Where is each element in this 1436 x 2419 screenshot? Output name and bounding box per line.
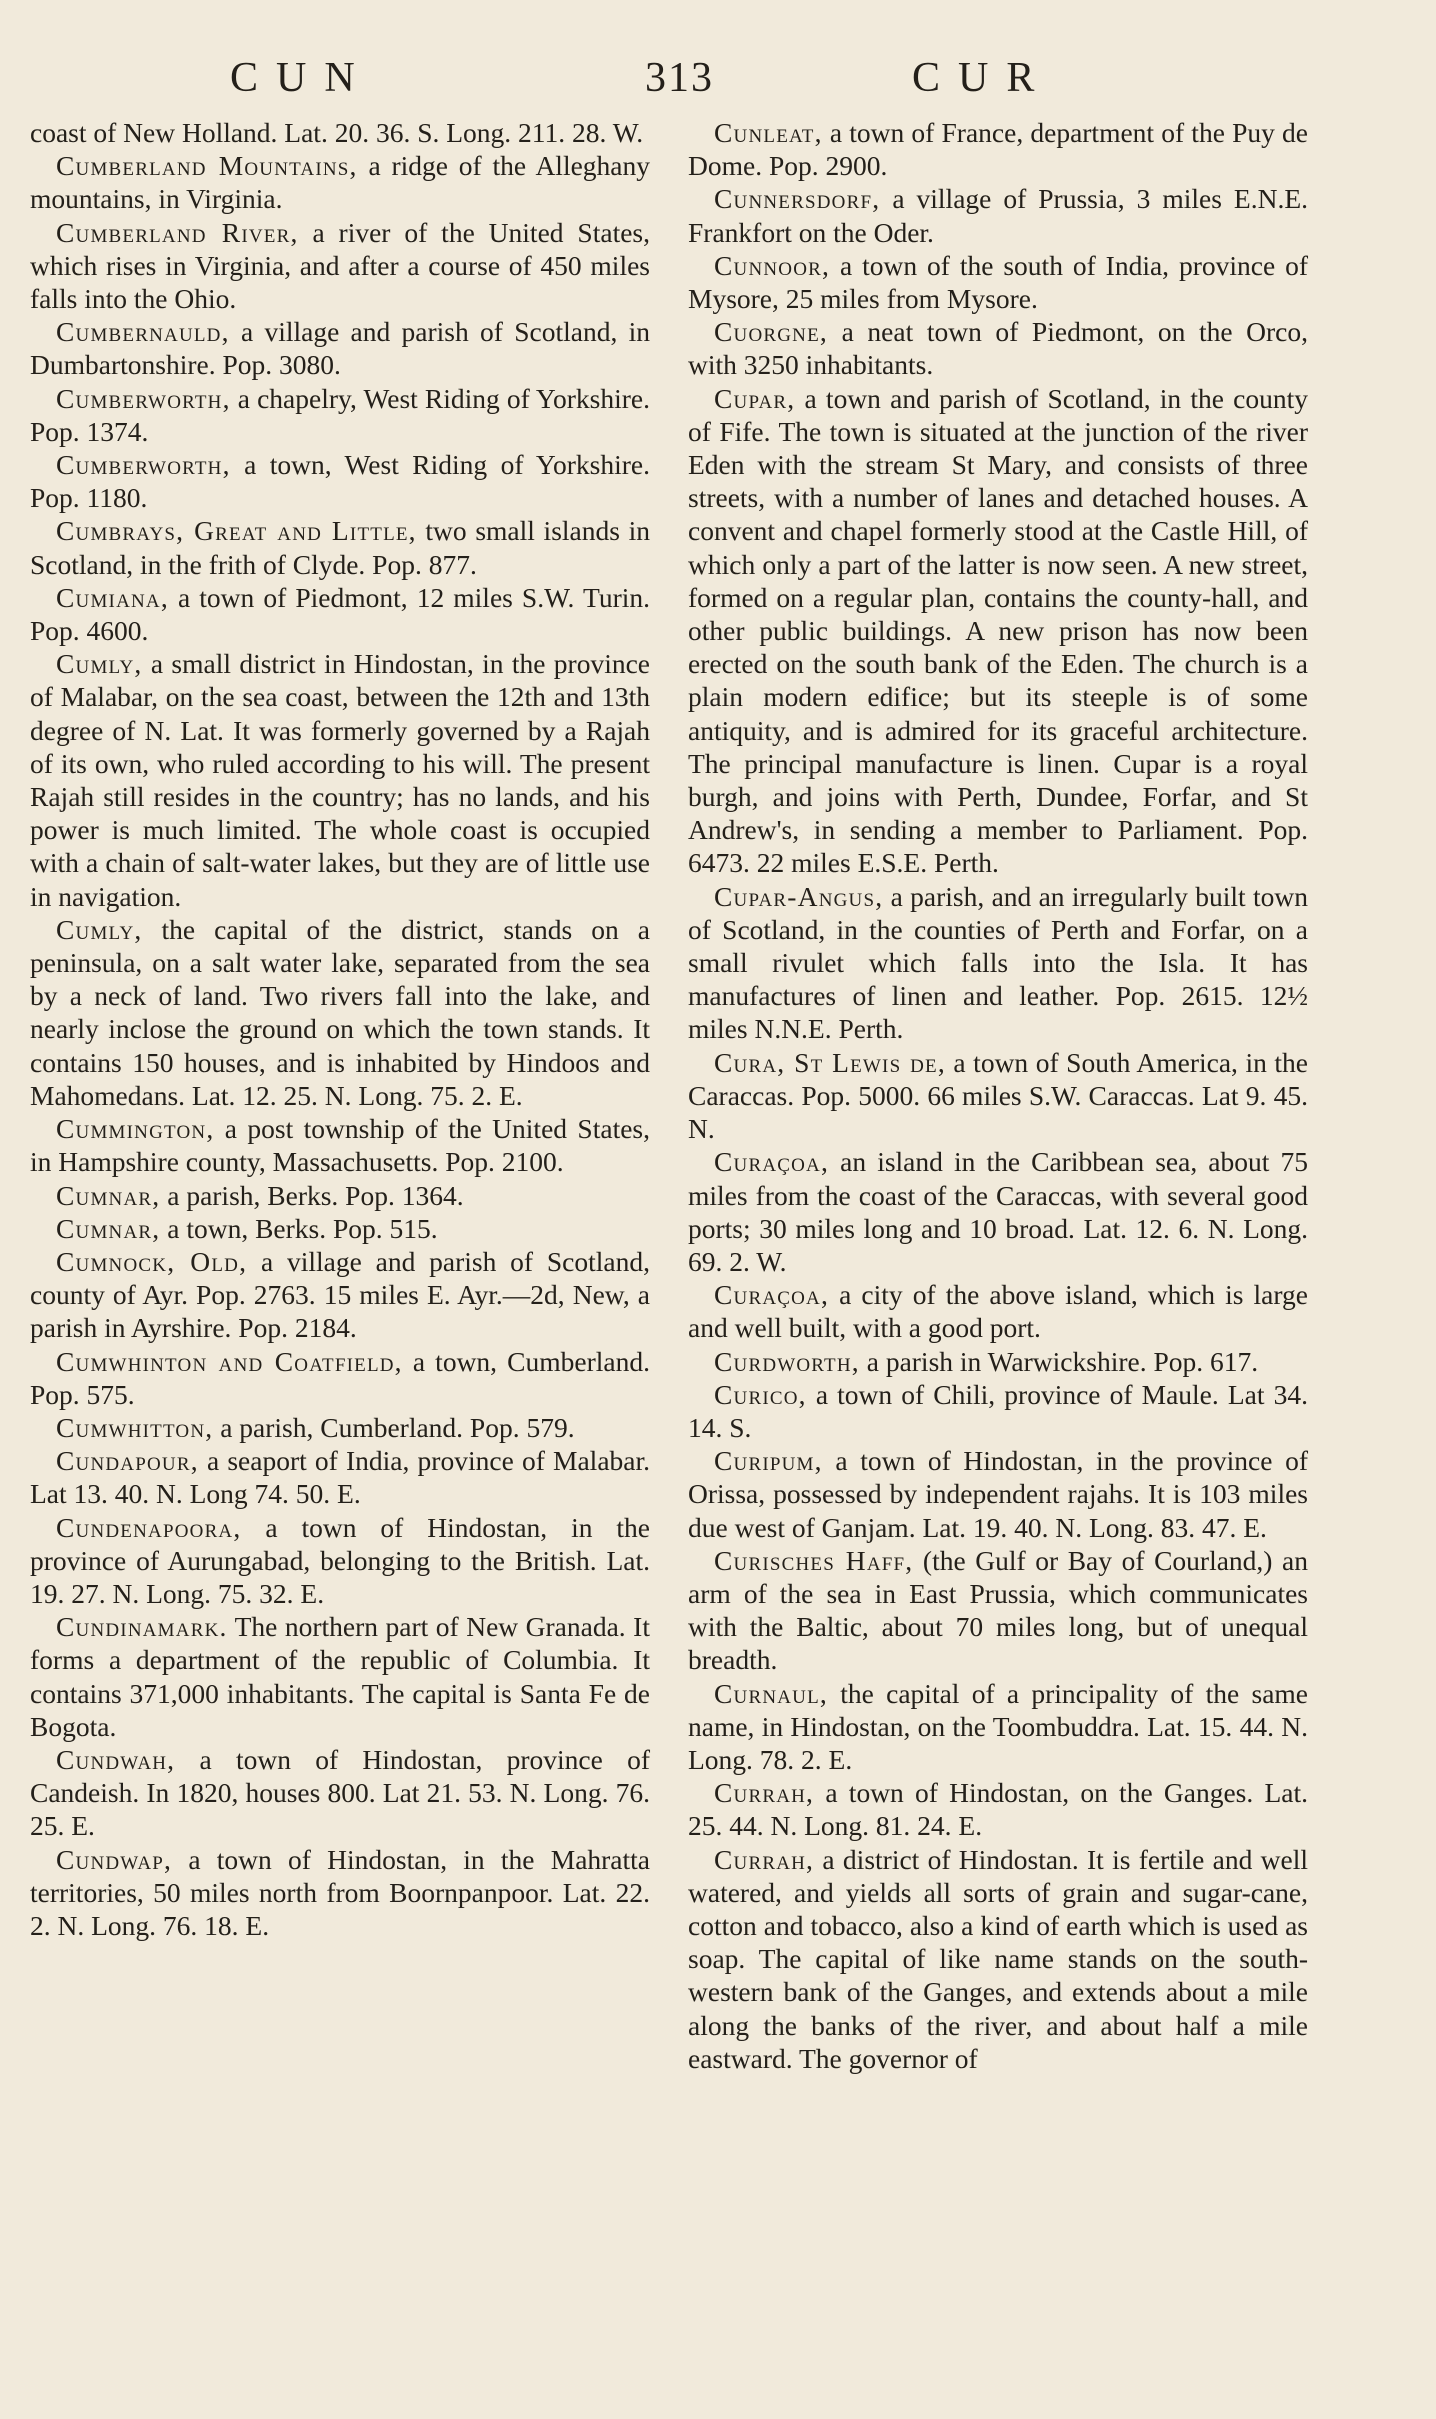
entry-headword: Cumnock, Old, [56, 1245, 248, 1277]
entry-headword: Currah, [714, 1843, 815, 1875]
dictionary-entry [30, 581, 650, 647]
dictionary-entry [30, 382, 650, 448]
entry-headword: Cupar, [714, 382, 796, 414]
entry-text: an island in the Caribbean sea, about 75 miles from the coast of the Caraccas, with several good ports; 30 miles long and 10 broad. Lat. 12. 6. N. Long. 69. 2. W. [688, 1146, 1308, 1277]
entry-text: the capital of the district, stands on a peninsula, on a salt water lake, separated from the sea by a neck of land. Two rivers fall into the lake, and nearly inclose the ground on which the town stands. It contains 150 houses, and is inhabited by Hindoos and Mahomedans. Lat. 12. 25. N. Long. 75. 2. E. [30, 913, 650, 1111]
entry-headword: Cupar-Angus, [714, 880, 884, 912]
entry-text: the capital of a principality of the same name, in Hindostan, on the Toombuddra. Lat. 15. 44. N. Long. 78. 2. E. [688, 1677, 1308, 1775]
entry-headword: Cumwhitton, [56, 1411, 214, 1443]
dictionary-entry [688, 1278, 1308, 1344]
dictionary-entry [30, 149, 650, 215]
entry-text: a town and parish of Scotland, in the county of Fife. The town is situated at the junction of the river Eden with the stream St Mary, and consists of three streets, with a number of lanes and detached houses. A convent and chapel formerly stood at the Castle Hill, of which only a part of the latter is now seen. A new street, formed on a regular plan, contains the county-hall, and other public buildings. A new prison has now been erected on the south bank of the Eden. The church is a plain modern edifice; but its steeple is of some antiquity, and is admired for its graceful architecture. The principal manufacture is linen. Cupar is a royal burgh, and joins with Perth, Dundee, Forfar, and St Andrew's, in sending a member to Parliament. Pop. 6473. 22 miles E.S.E. Perth. [688, 382, 1308, 879]
page-header [0, 48, 1436, 108]
entry-headword: Curico, [714, 1378, 807, 1410]
entry-headword: Cundwap, [56, 1843, 173, 1875]
entry-text: a town of France, department of the Puy de Dome. Pop. 2900. [688, 117, 1308, 182]
entry-text: a town, West Riding of Yorkshire. Pop. 1180. [30, 449, 650, 514]
dictionary-entry [30, 216, 650, 316]
entry-headword: Curnaul, [714, 1677, 828, 1709]
page-number: 313 [645, 55, 714, 101]
dictionary-entry [688, 182, 1308, 248]
entry-text: a city of the above island, which is large and well built, with a good port. [688, 1279, 1308, 1344]
entry-text: a parish, and an irregularly built town of Scotland, in the counties of Perth and Forfar, on a small rivulet which falls into the Isla. It has manufactures of linen and leather. Pop. 2615. 12½ miles N.N.E. Perth. [688, 880, 1308, 1045]
entry-text: a parish, Cumberland. Pop. 579. [213, 1411, 575, 1443]
dictionary-entry [688, 249, 1308, 315]
entry-headword: Cundinamark. [56, 1611, 228, 1643]
entry-text: a town of the south of India, province of Mysore, 25 miles from Mysore. [688, 249, 1308, 315]
dictionary-entry [688, 880, 1308, 1046]
entry-text: a seaport of India, province of Malabar. Lat 13. 40. N. Long 74. 50. E. [30, 1445, 650, 1510]
dictionary-entry [30, 1245, 650, 1345]
dictionary-entry [688, 1145, 1308, 1278]
dictionary-entry [30, 1179, 650, 1212]
entry-text: a town, Cumberland. Pop. 575. [30, 1345, 650, 1410]
entry-headword: Cumbrays, Great and Little, [56, 515, 417, 547]
right-column [688, 116, 1308, 2075]
entry-text: a neat town of Piedmont, on the Orco, with 3250 inhabitants. [688, 316, 1308, 381]
entry-headword: Cumiana, [56, 581, 169, 613]
entry-headword: Curaçoa, [714, 1146, 830, 1178]
entry-text: a town of Hindostan, in the province of Aurungabad, belonging to the British. Lat. 19. 27. N. Long. 75. 32. E. [30, 1511, 650, 1609]
entry-headword: Curisches Haff, [714, 1544, 914, 1576]
dictionary-entry [688, 1776, 1308, 1842]
dictionary-entry [30, 1212, 650, 1245]
dictionary-entry [688, 116, 1308, 182]
header-left-catchword: CUN [230, 55, 373, 101]
entry-headword: Curipum, [714, 1445, 823, 1477]
entry-headword: Cunleat, [714, 117, 823, 148]
entry-text: two small islands in Scotland, in the frith of Clyde. Pop. 877. [30, 515, 650, 580]
dictionary-entry [30, 1610, 650, 1743]
entry-headword: Cunnoor, [714, 249, 831, 281]
entry-headword: Cumnar, [56, 1212, 161, 1244]
left-column [30, 116, 650, 1942]
dictionary-entry [688, 1444, 1308, 1544]
entry-text: a parish in Warwickshire. Pop. 617. [859, 1345, 1259, 1377]
entry-text: a post township of the United States, in Hampshire county, Massachusetts. Pop. 2100. [30, 1113, 650, 1178]
dictionary-entry [688, 315, 1308, 381]
entry-text: a town of Piedmont, 12 miles S.W. Turin. Pop. 4600. [30, 581, 650, 647]
entry-text: a town, Berks. Pop. 515. [160, 1212, 438, 1244]
dictionary-entry [688, 1843, 1308, 2075]
dictionary-entry [30, 116, 650, 149]
entry-headword: Currah, [714, 1777, 815, 1809]
entry-headword: Cumberland Mountains, [56, 150, 358, 182]
entry-text: a town of Chili, province of Maule. Lat 34. 14. S. [688, 1378, 1308, 1443]
entry-headword: Curdworth, [714, 1345, 860, 1377]
entry-text: a town of Hindostan, in the Mahratta territories, 50 miles north from Boornpanpoor. Lat. 22. 2. N. Long. 76. 18. E. [30, 1843, 650, 1941]
entry-headword: Cura, St Lewis de, [714, 1046, 946, 1078]
entry-text: a river of the United States, which rises in Virginia, and after a course of 450 miles falls into the Ohio. [30, 216, 650, 315]
entry-text: a town of South America, in the Caraccas. Pop. 5000. 66 miles S.W. Caraccas. Lat 9. 45. N. [688, 1046, 1308, 1145]
dictionary-entry [30, 1444, 650, 1510]
entry-text: a town of Hindostan, on the Ganges. Lat. 25. 44. N. Long. 81. 24. E. [688, 1777, 1308, 1842]
entry-text: a village of Prussia, 3 miles E.N.E. Frankfort on the Oder. [688, 183, 1308, 248]
entry-headword: Cundenapoora, [56, 1511, 242, 1543]
entry-text: (the Gulf or Bay of Courland,) an arm of the sea in East Prussia, which communicates with the Baltic, about 70 miles long, but of unequal breadth. [688, 1544, 1308, 1676]
dictionary-entry [30, 448, 650, 514]
dictionary-entry [30, 1511, 650, 1611]
dictionary-entry [30, 1843, 650, 1943]
entry-headword: Curaçoa, [714, 1279, 830, 1311]
entry-text: a town of Hindostan, province of Candeish. In 1820, houses 800. Lat 21. 53. N. Long. 76. 25. E. [30, 1743, 650, 1842]
entry-headword: Cumly, [56, 648, 143, 680]
entry-text: a parish, Berks. Pop. 1364. [160, 1179, 464, 1211]
dictionary-entry [30, 1112, 650, 1178]
dictionary-entry [688, 382, 1308, 880]
entry-headword: Cumbernauld, [56, 316, 230, 348]
entry-text: coast of New Holland. Lat. 20. 36. S. Long. 211. 28. W. [30, 117, 644, 148]
dictionary-entry [688, 1677, 1308, 1777]
entry-text: a village and parish of Scotland, county of Ayr. Pop. 2763. 15 miles E. Ayr.—2d, New, a parish in Ayrshire. Pop. 2184. [30, 1245, 650, 1344]
entry-headword: Cummington, [56, 1113, 215, 1145]
dictionary-entry [688, 1544, 1308, 1677]
entry-text: a ridge of the Alleghany mountains, in Virginia. [30, 150, 651, 215]
entry-text: a village and parish of Scotland, in Dumbartonshire. Pop. 3080. [30, 316, 650, 381]
dictionary-entry [688, 1345, 1308, 1378]
dictionary-entry [688, 1046, 1308, 1146]
entry-headword: Cunnersdorf, [714, 183, 881, 215]
entry-headword: Cumnar, [56, 1179, 161, 1211]
entry-headword: Cumberland River, [56, 216, 299, 248]
dictionary-entry [30, 514, 650, 580]
dictionary-entry [30, 1743, 650, 1843]
entry-headword: Cumberworth, [56, 449, 231, 481]
entry-text: a small district in Hindostan, in the province of Malabar, on the sea coast, between the 12th and 13th degree of N. Lat. It was formerly governed by a Rajah of its own, who ruled according to his will. The present Rajah still resides in the country; has no lands, and his power is much limited. The whole coast is occupied with a chain of salt-water lakes, but they are of little use in navigation. [30, 648, 650, 912]
dictionary-entry [30, 647, 650, 913]
dictionary-entry [30, 1345, 650, 1411]
entry-text: a district of Hindostan. It is fertile and well watered, and yields all sorts of grain and sugar-cane, cotton and tobacco, also a kind of earth which is used as soap. The capital of like name stands on the south-western bank of the Ganges, and extends about a mile along the banks of the river, and about half a mile eastward. The governor of [688, 1843, 1308, 2074]
entry-headword: Cumly, [56, 913, 143, 945]
dictionary-entry [30, 315, 650, 381]
dictionary-entry [30, 1411, 650, 1444]
dictionary-entry [688, 1378, 1308, 1444]
entry-headword: Cundapour, [56, 1445, 199, 1477]
dictionary-entry [30, 913, 650, 1112]
entry-headword: Cundwah, [56, 1743, 176, 1775]
entry-text: a chapelry, West Riding of Yorkshire. Pop. 1374. [30, 382, 650, 447]
entry-headword: Cuorgne, [714, 316, 828, 348]
entry-text: The northern part of New Granada. It forms a department of the republic of Columbia. It contains 371,000 inhabitants. The capital is Santa Fe de Bogota. [30, 1611, 650, 1742]
entry-headword: Cumberworth, [56, 382, 231, 414]
header-right-catchword: CUR [912, 55, 1053, 101]
entry-headword: Cumwhinton and Coatfield, [56, 1345, 403, 1377]
entry-text: a town of Hindostan, in the province of Orissa, possessed by independent rajahs. It is 103 miles due west of Ganjam. Lat. 19. 40. N. Long. 83. 47. E. [688, 1445, 1308, 1543]
